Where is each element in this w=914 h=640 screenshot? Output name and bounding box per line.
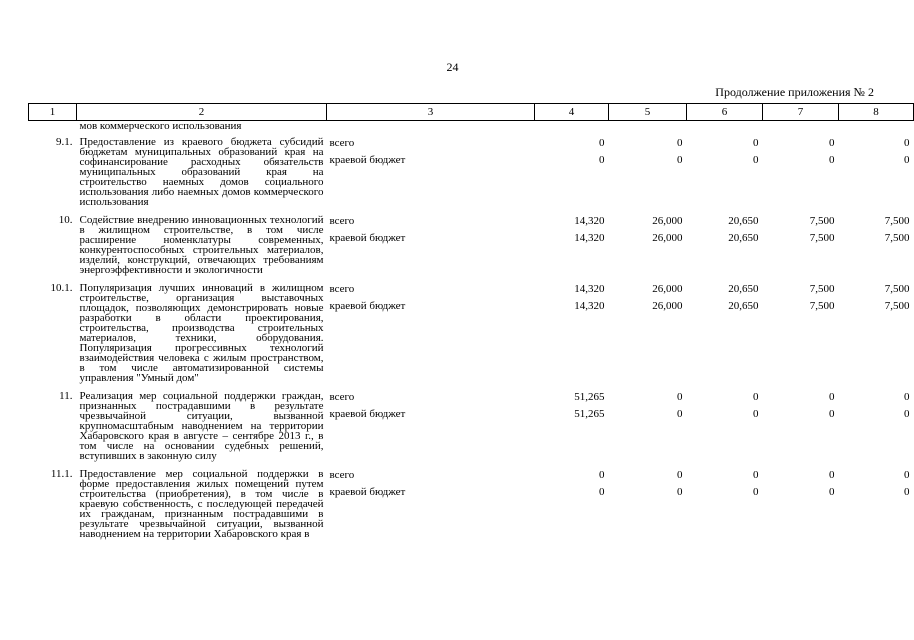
continuation-note: Продолжение приложения № 2 bbox=[715, 85, 874, 99]
amount-value: 20,650 bbox=[728, 232, 759, 244]
amount-value: 0 bbox=[753, 391, 759, 403]
amount-value: 0 bbox=[829, 137, 835, 149]
amount-value: 20,650 bbox=[728, 300, 759, 312]
amount-value: 0 bbox=[599, 137, 605, 149]
amount-value: 26,000 bbox=[652, 283, 683, 295]
amount-value: 0 bbox=[599, 486, 605, 498]
header-cell: 7 bbox=[763, 104, 839, 121]
row-description: Популяризация лучших инноваций в жилищном строительстве, организация выставочных площадок, позволяющих демонстрировать новые разработки в области проектирования, строительства, производства строительных материалов, техники, оборудования. Популяризация прогрессивных технологий взаимодействия человека с жилым пространством, в том числе автоматизированной системы управления "Умный дом" bbox=[79, 282, 324, 384]
year-column-5 bbox=[609, 469, 687, 547]
table-row bbox=[29, 283, 914, 391]
year-column-6 bbox=[687, 283, 763, 391]
amount-value: 0 bbox=[677, 469, 683, 481]
year-column-8 bbox=[839, 137, 914, 215]
page-number: 24 bbox=[446, 60, 459, 74]
amount-value: 26,000 bbox=[652, 300, 683, 312]
funding-source-label: всего bbox=[329, 137, 355, 149]
row-description: Содействие внедрению инновационных технологий в жилищном строительстве, в том числе расширение номенклатуры современных, конкурентоспособных строительных материалов, изделий, конструкций, отвечающих требованиям энергоэффективности и экологичности bbox=[79, 214, 324, 276]
amount-value: 20,650 bbox=[728, 215, 759, 227]
amount-value: 26,000 bbox=[652, 215, 683, 227]
funding-source-label: краевой бюджет bbox=[329, 300, 406, 312]
amount-value: 0 bbox=[753, 486, 759, 498]
table-row bbox=[29, 391, 914, 469]
funding-source-label: краевой бюджет bbox=[329, 232, 406, 244]
amount-value: 0 bbox=[677, 486, 683, 498]
amount-value: 26,000 bbox=[652, 232, 683, 244]
budget-table bbox=[28, 103, 914, 547]
row-number: 10. bbox=[58, 214, 73, 226]
amount-value: 7,500 bbox=[884, 283, 910, 295]
amount-value: 14,320 bbox=[574, 283, 605, 295]
amount-value: 7,500 bbox=[884, 215, 910, 227]
year-column-7 bbox=[763, 391, 839, 469]
amount-value: 0 bbox=[829, 391, 835, 403]
row-number: 9.1. bbox=[56, 136, 73, 148]
row-number: 10.1. bbox=[50, 282, 73, 294]
year-column-7 bbox=[763, 215, 839, 283]
amount-value: 0 bbox=[829, 486, 835, 498]
header-cell: 4 bbox=[535, 104, 609, 121]
amount-value: 0 bbox=[904, 408, 910, 420]
amount-value: 7,500 bbox=[809, 283, 835, 295]
header-cell: 1 bbox=[29, 104, 77, 121]
year-column-4 bbox=[535, 391, 609, 469]
year-column-5 bbox=[609, 391, 687, 469]
row-description: Реализация мер социальной поддержки граждан, признанных пострадавшими в результате чрезвычайной ситуации, вызванной крупномасштабным наводнением на территории Хабаровского края в августе – сентябре 2013 г., в том числе на основании судебных решений, вступивших в законную силу bbox=[79, 390, 324, 462]
amount-value: 7,500 bbox=[809, 232, 835, 244]
amount-value: 0 bbox=[599, 154, 605, 166]
funding-sources bbox=[327, 215, 535, 283]
amount-value: 0 bbox=[753, 154, 759, 166]
funding-source-label: всего bbox=[329, 215, 355, 227]
header-cell: 5 bbox=[609, 104, 687, 121]
year-column-8 bbox=[839, 283, 914, 391]
amount-value: 7,500 bbox=[884, 300, 910, 312]
amount-value: 0 bbox=[829, 469, 835, 481]
amount-value: 0 bbox=[829, 408, 835, 420]
amount-value: 7,500 bbox=[884, 232, 910, 244]
funding-source-label: краевой бюджет bbox=[329, 408, 406, 420]
year-column-5 bbox=[609, 283, 687, 391]
year-column-8 bbox=[839, 391, 914, 469]
amount-value: 0 bbox=[753, 408, 759, 420]
amount-value: 0 bbox=[677, 408, 683, 420]
header-cell: 3 bbox=[327, 104, 535, 121]
year-column-5 bbox=[609, 215, 687, 283]
header-cell: 8 bbox=[839, 104, 914, 121]
amount-value: 14,320 bbox=[574, 215, 605, 227]
amount-value: 0 bbox=[753, 469, 759, 481]
year-column-6 bbox=[687, 215, 763, 283]
year-column-8 bbox=[839, 469, 914, 547]
funding-sources bbox=[327, 469, 535, 547]
year-column-6 bbox=[687, 137, 763, 215]
amount-value: 51,265 bbox=[574, 408, 605, 420]
row-description: Предоставление из краевого бюджета субсидий бюджетам муниципальных образований края на софинансирование расходных обязательств муниципальных образований края на строительство наемных домов социального использования либо наемных домов коммерческого использования bbox=[79, 136, 324, 208]
amount-value: 0 bbox=[904, 469, 910, 481]
year-column-4 bbox=[535, 283, 609, 391]
header-cell: 2 bbox=[77, 104, 327, 121]
amount-value: 0 bbox=[904, 137, 910, 149]
funding-source-label: всего bbox=[329, 469, 355, 481]
carry-over-row bbox=[29, 121, 914, 138]
year-column-4 bbox=[535, 137, 609, 215]
year-column-7 bbox=[763, 137, 839, 215]
funding-sources bbox=[327, 391, 535, 469]
amount-value: 0 bbox=[753, 137, 759, 149]
amount-value: 14,320 bbox=[574, 300, 605, 312]
year-column-4 bbox=[535, 469, 609, 547]
amount-value: 20,650 bbox=[728, 283, 759, 295]
amount-value: 0 bbox=[677, 154, 683, 166]
amount-value: 51,265 bbox=[574, 391, 605, 403]
row-description: Предоставление мер социальной поддержки в форме предоставления жилых помещений путем строительства (приобретения), в том числе в краевую собственность, с последующей передачей их гражданам, признанным пострадавшими в результате чрезвычайной ситуации, вызванной наводнением на территории Хабаровского края в bbox=[79, 468, 324, 540]
funding-sources bbox=[327, 283, 535, 391]
amount-value: 7,500 bbox=[809, 215, 835, 227]
funding-source-label: краевой бюджет bbox=[329, 154, 406, 166]
year-column-8 bbox=[839, 215, 914, 283]
year-column-6 bbox=[687, 469, 763, 547]
funding-source-label: всего bbox=[329, 391, 355, 403]
year-column-7 bbox=[763, 283, 839, 391]
year-column-6 bbox=[687, 391, 763, 469]
year-column-5 bbox=[609, 137, 687, 215]
amount-value: 0 bbox=[599, 469, 605, 481]
table-row bbox=[29, 137, 914, 215]
year-column-7 bbox=[763, 469, 839, 547]
table-row bbox=[29, 469, 914, 547]
amount-value: 0 bbox=[677, 391, 683, 403]
amount-value: 0 bbox=[904, 391, 910, 403]
amount-value: 7,500 bbox=[809, 300, 835, 312]
row-number: 11.1. bbox=[50, 468, 73, 480]
funding-source-label: всего bbox=[329, 283, 355, 295]
table-row bbox=[29, 215, 914, 283]
amount-value: 0 bbox=[904, 154, 910, 166]
amount-value: 0 bbox=[677, 137, 683, 149]
funding-sources bbox=[327, 137, 535, 215]
funding-source-label: краевой бюджет bbox=[329, 486, 406, 498]
carry-over-text: мов коммерческого использования bbox=[79, 120, 242, 132]
amount-value: 0 bbox=[904, 486, 910, 498]
year-column-4 bbox=[535, 215, 609, 283]
amount-value: 14,320 bbox=[574, 232, 605, 244]
row-number: 11. bbox=[59, 390, 73, 402]
header-cell: 6 bbox=[687, 104, 763, 121]
amount-value: 0 bbox=[829, 154, 835, 166]
table-header-row bbox=[29, 104, 914, 121]
